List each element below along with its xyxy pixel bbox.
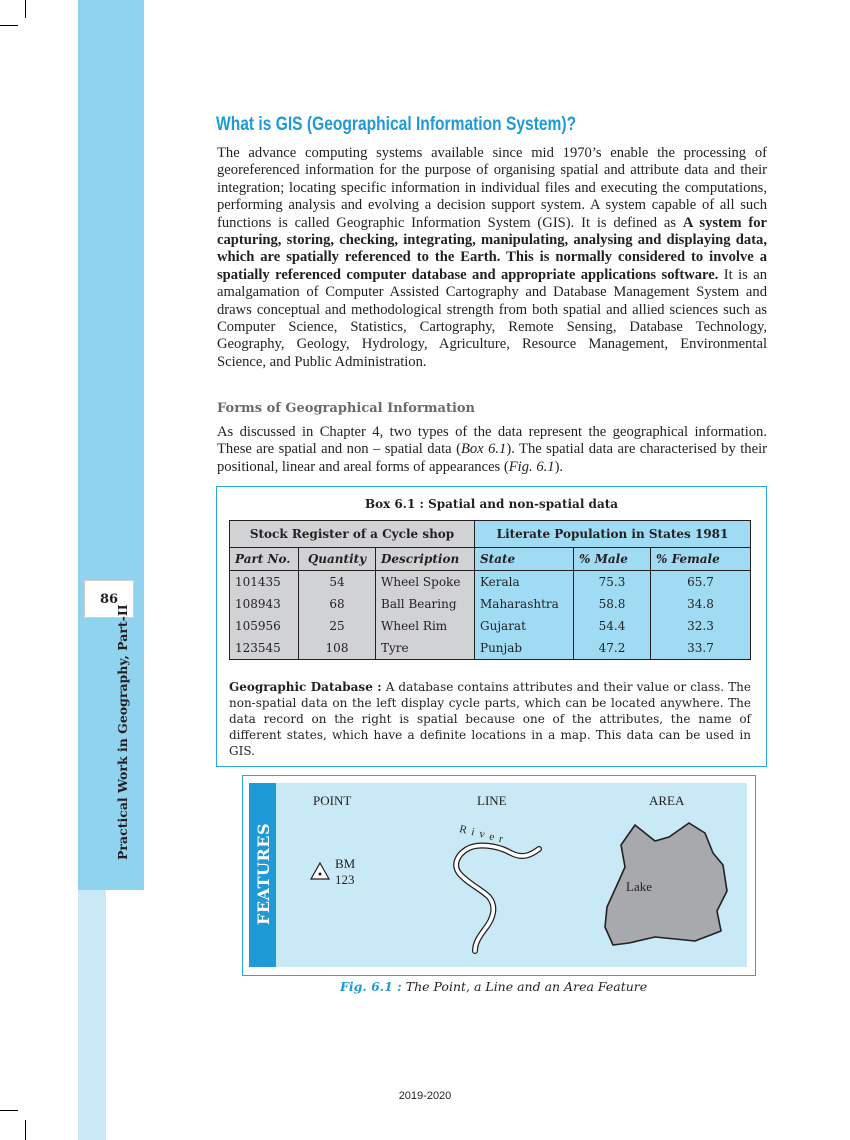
features-strip (249, 783, 276, 967)
crop-mark (0, 1110, 18, 1111)
table-cell: 65.7 (651, 571, 751, 594)
line-label: LINE (477, 793, 507, 808)
running-title: Practical Work in Geography, Part-II (115, 604, 130, 860)
table-group-header (230, 521, 751, 548)
table-cell: 123545 (230, 637, 299, 660)
paragraph-text: ). The spatial data are characterised by their positional, linear and areal forms of appearances ( (217, 441, 767, 475)
table-cell: Ball Bearing (376, 593, 475, 615)
paragraph-text: The advance computing systems available since mid 1970’s enable the processing of georeferenced information for the purpose of organising spatial and attribute data and their integration; locating specific information in individual files and executing the computations, performing analysis and evolving a decision support system. A system capable of all such functions is called Geographic Information System (GIS). It is defined as (217, 145, 767, 231)
table-cell: 108 (299, 637, 376, 660)
area-label: AREA (649, 793, 685, 808)
page-number: 86 (84, 580, 134, 618)
definition-bold: A system for capturing, storing, checking, integrating, manipulating, analysing and displaying data, which are spatially referenced to the Earth. This is normally considered to involve a spatially referenced computer database and appropriate applications software. (217, 214, 767, 283)
table-cell: 47.2 (574, 637, 651, 660)
table-cell: 101435 (230, 571, 299, 594)
group-header-non-spatial: Stock Register of a Cycle shop (230, 521, 475, 548)
side-band (78, 0, 144, 890)
box-title: Box 6.1 : Spatial and non-spatial data (364, 497, 619, 511)
benchmark-number: 123 (335, 872, 355, 887)
column-header: % Male (574, 548, 651, 571)
table-cell: 32.3 (651, 615, 751, 637)
paragraph-text: ). (554, 458, 564, 475)
table-column-header (230, 548, 751, 571)
box-note (229, 679, 751, 759)
table-row (230, 637, 751, 660)
features-label: FEATURES (254, 823, 273, 925)
column-header: Part No. (230, 548, 299, 571)
figure-panel (249, 783, 747, 967)
point-label: POINT (313, 793, 352, 808)
table-cell: Tyre (376, 637, 475, 660)
table-cell: Wheel Rim (376, 615, 475, 637)
table-cell: 34.8 (651, 593, 751, 615)
column-header: Description (376, 548, 475, 571)
box-reference: Box 6.1 (460, 441, 507, 458)
paragraph-gis-definition (217, 145, 767, 371)
caption-text: The Point, a Line and an Area Feature (401, 979, 648, 994)
section-heading: What is GIS (Geographical Information System)? (216, 114, 577, 135)
table-cell: Maharashtra (475, 593, 574, 615)
lake-area (595, 811, 745, 951)
subheading: Forms of Geographical Information (217, 401, 476, 416)
figure-reference: Fig. 6.1 (508, 458, 555, 475)
paragraph-text: As discussed in Chapter 4, two types of the data represent the geographical information. These are spatial and non – spatial data ( (217, 424, 767, 458)
crop-mark (0, 25, 18, 26)
figure-caption (340, 979, 647, 994)
group-header-spatial: Literate Population in States 1981 (475, 521, 751, 548)
table-cell: Wheel Spoke (376, 571, 475, 594)
side-band-lower (78, 890, 106, 1140)
footer-year: 2019-2020 (398, 1090, 452, 1102)
table-cell: 54.4 (574, 615, 651, 637)
table-cell: 25 (299, 615, 376, 637)
crop-mark (25, 1120, 26, 1140)
note-label: Geographic Database : (229, 680, 382, 694)
paragraph-forms (217, 424, 767, 476)
table-cell: 54 (299, 571, 376, 594)
table-cell: 105956 (230, 615, 299, 637)
figure-frame (242, 775, 756, 976)
crop-mark (25, 0, 26, 18)
river-label: River (458, 823, 509, 847)
table-row (230, 593, 751, 615)
column-header: State (475, 548, 574, 571)
lake-label: Lake (626, 879, 652, 894)
paragraph-text: It is an amalgamation of Computer Assisted Cartography and Database Management System and draws conceptual and methodological strength from both spatial and allied sciences such as Computer Science, Statistics, Cartography, Remote Sensing, Database Technology, Geography, Geology, Hydrology, Agriculture, Resource Management, Environmental Science, and Public Administration. (217, 266, 767, 370)
table-row (230, 615, 751, 637)
table-cell: Punjab (475, 637, 574, 660)
data-table (229, 520, 751, 660)
table-cell: 68 (299, 593, 376, 615)
table-cell: 33.7 (651, 637, 751, 660)
box-spatial-data (216, 486, 767, 767)
column-header: % Female (651, 548, 751, 571)
table-cell: 108943 (230, 593, 299, 615)
benchmark-label: BM (335, 856, 356, 871)
caption-number: Fig. 6.1 : (340, 979, 402, 994)
column-header: Quantity (299, 548, 376, 571)
benchmark-icon (309, 861, 331, 881)
table-cell: 58.8 (574, 593, 651, 615)
table-cell: Kerala (475, 571, 574, 594)
table-cell: Gujarat (475, 615, 574, 637)
note-text: A database contains attributes and their value or class. The non-spatial data on the left display cycle parts, which can be located anywhere. The data record on the right is spatial because one of the attributes, the name of different states, which have a definite locations in a map. This data can be used in GIS. (229, 680, 751, 758)
table-cell: 75.3 (574, 571, 651, 594)
table-row (230, 571, 751, 594)
